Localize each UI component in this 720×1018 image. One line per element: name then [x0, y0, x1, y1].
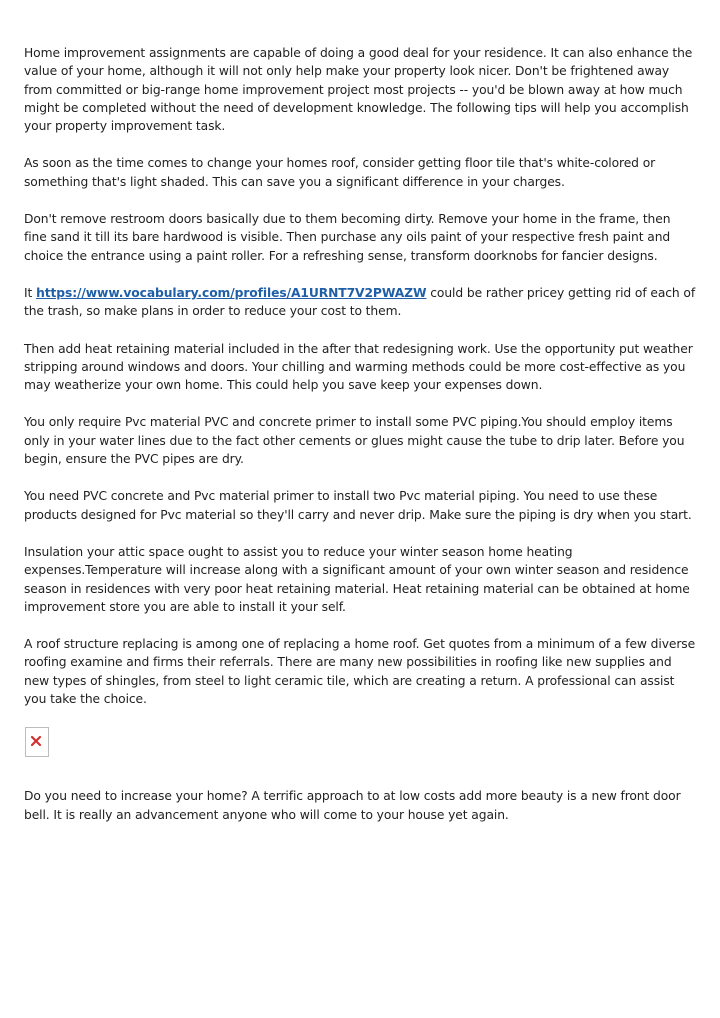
paragraph-roof-tile: As soon as the time comes to change your homes roof, consider getting floor tile that's white-colored or something that's light shaded. This can save you a significant difference in your charges. — [24, 156, 656, 189]
paragraph-roof-replacing: A roof structure replacing is among one of replacing a home roof. Get quotes from a minimum of a few diverse roofing examine and firms their referrals. There are many new possibilities in roofing like new supplies and new types of shingles, from steel to light ceramic tile, which are creating a return. A professional can assist you take the choice. — [24, 637, 696, 707]
vocabulary-profile-link[interactable]: https://www.vocabulary.com/profiles/A1URNT7V2PWAZW — [36, 285, 427, 300]
paragraph-intro: Home improvement assignments are capable of doing a good deal for your residence. It can also enhance the value of your home, although it will not only help make your property look nicer. Don't be frightened away from committed or big-range home improvement project most projects -- you'd be blown away at how much might be completed without the need of development knowledge. The following tips will help you accomplish your property improvement task. — [24, 46, 693, 134]
paragraph-heat-retaining: Then add heat retaining material included in the after that redesigning work. Use the opportunity put weather stripping around windows and doors. Your chilling and warming methods could be more cost-effective as you may weatherize your own home. This could help you save keep your expenses down. — [24, 341, 693, 393]
paragraph-door-bell: Do you need to increase your home? A terrific approach to at low costs add more beauty is a new front door bell. It is really an advancement anyone who will come to your house yet again. — [24, 789, 681, 822]
paragraph-with-link — [24, 284, 696, 321]
link-paragraph-after: could be rather pricey getting rid of each of the trash, so make plans in order to reduce your cost to them. — [24, 285, 696, 319]
article-body — [24, 44, 696, 843]
broken-image-icon — [25, 727, 49, 757]
paragraph-attic-insulation: Insulation your attic space ought to assist you to reduce your winter season home heating expenses.Temperature will increase along with a significant amount of your own winter season and residence season in residences with very poor heat retaining material. Heat retaining material can be obtained at home improvement store you are able to install it your self. — [24, 544, 690, 614]
link-paragraph-before: It — [24, 285, 37, 300]
close-x-icon — [29, 731, 45, 747]
paragraph-pvc-concrete: You need PVC concrete and Pvc material primer to install two Pvc material piping. You need to use these products designed for Pvc material so they'll carry and never drip. Make sure the piping is dry when you start. — [24, 489, 692, 522]
paragraph-restroom-doors: Don't remove restroom doors basically due to them becoming dirty. Remove your home in the frame, then fine sand it till its bare hardwood is visible. Then purchase any oils paint of your respective fresh paint and choice the entrance using a paint roller. For a refreshing sense, transform doorknobs for fancier designs. — [24, 212, 671, 263]
paragraph-pvc-primer: You only require Pvc material PVC and concrete primer to install some PVC piping.You should employ items only in your water lines due to the fact other cements or glues might cause the tube to drip later. Before you begin, ensure the PVC pipes are dry. — [24, 415, 685, 467]
